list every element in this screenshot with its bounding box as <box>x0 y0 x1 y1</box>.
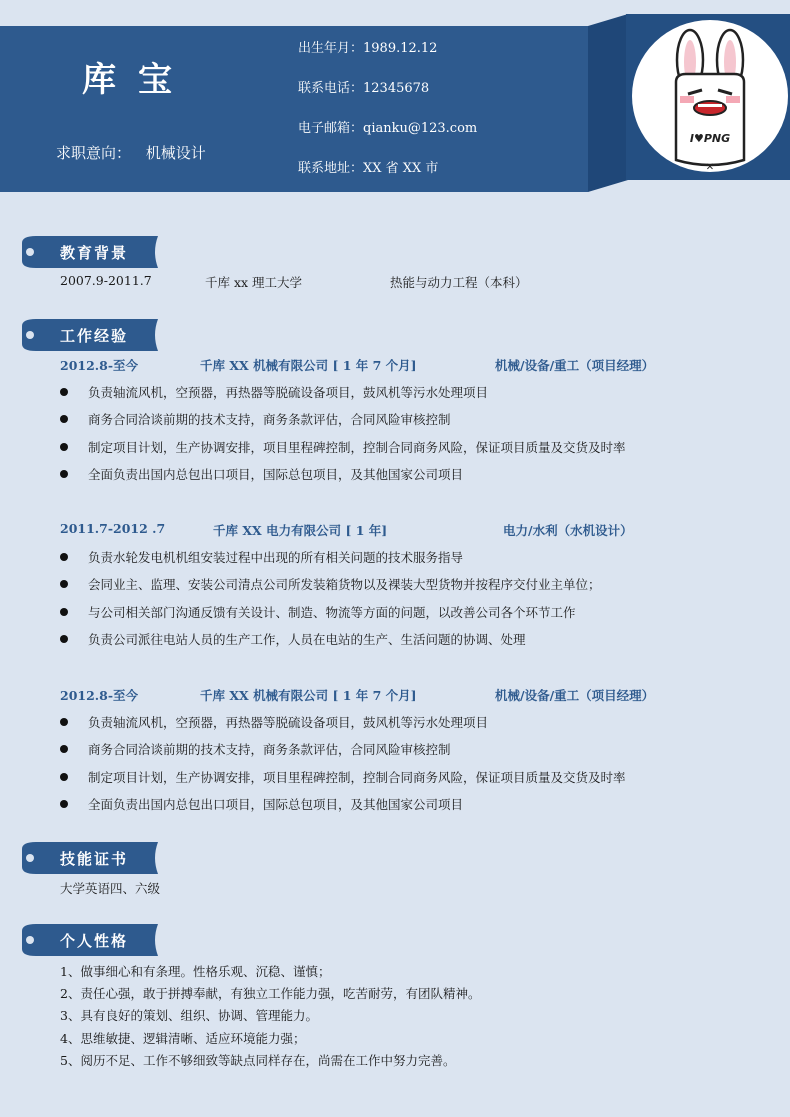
avatar-text: I♥PNG <box>689 132 731 145</box>
section-header-education <box>22 236 168 268</box>
birth-date: 出生年月：1989.12.12 <box>298 41 438 56</box>
personality-item: 2、责任心强，敢于拼搏奉献，有独立工作能力强，吃苦耐劳，有团队精神。 <box>60 986 481 1001</box>
edu-period: 2007.9-2011.7 <box>60 273 152 288</box>
section-title-personality: 个人性格 <box>60 932 129 950</box>
job-duty: 负责公司派往电站人员的生产工作，人员在电站的生产、生活问题的协调、处理 <box>88 632 526 647</box>
job-duty: 与公司相关部门沟通反馈有关设计、制造、物流等方面的问题，以改善公司各个环节工作 <box>88 605 576 620</box>
edu-school: 千库 xx 理工大学 <box>205 275 303 290</box>
personality-item: 5、阅历不足、工作不够细致等缺点同样存在，尚需在工作中努力完善。 <box>60 1053 456 1068</box>
job-objective-label: 求职意向： <box>56 144 132 162</box>
email-address: 电子邮箱：qianku@123.com <box>298 121 478 136</box>
bullet-dot <box>60 800 68 808</box>
job-duty: 全面负责出国内总包出口项目，国际总包项目，及其他国家公司项目 <box>88 797 464 812</box>
header-band <box>0 26 588 192</box>
job-company: 千库 XX 机械有限公司 [ 1 年 7 个月] <box>200 688 417 703</box>
job-role: 电力/水利（水机设计） <box>503 523 633 538</box>
personality-item: 1、做事细心和有条理。性格乐观、沉稳、谨慎； <box>60 964 331 979</box>
edu-major: 热能与动力工程（本科） <box>390 275 528 290</box>
section-title-work: 工作经验 <box>60 327 129 345</box>
home-address: 联系地址：XX 省 XX 市 <box>298 161 439 176</box>
job-role: 机械/设备/重工（项目经理） <box>495 358 655 373</box>
job-duty: 会同业主、监理、安装公司清点公司所发装箱货物以及裸装大型货物并按程序交付业主单位； <box>88 577 601 592</box>
job-duty: 制定项目计划，生产协调安排，项目里程碑控制，控制合同商务风险，保证项目质量及交货及时率 <box>88 440 626 455</box>
phone-number: 联系电话：12345678 <box>298 81 430 96</box>
job-duty: 负责轴流风机，空预器，再热器等脱硫设备项目，鼓风机等污水处理项目 <box>88 715 489 730</box>
candidate-name: 库宝 <box>82 60 194 100</box>
bullet-dot <box>60 635 68 643</box>
bullet-dot <box>60 388 68 396</box>
job-duty: 商务合同洽谈前期的技术支持，商务条款评估，合同风险审核控制 <box>88 412 451 427</box>
section-header-work <box>22 319 168 351</box>
section-title-education: 教育背景 <box>60 244 129 262</box>
bullet-dot <box>60 718 68 726</box>
bullet-dot <box>60 608 68 616</box>
job-duty: 制定项目计划，生产协调安排，项目里程碑控制，控制合同商务风险，保证项目质量及交货及时率 <box>88 770 626 785</box>
bullet-dot <box>60 553 68 561</box>
personality-item: 3、具有良好的策划、组织、协调、管理能力。 <box>60 1008 318 1023</box>
bullet-dot <box>60 580 68 588</box>
bullet-dot <box>60 745 68 753</box>
skill-item: 大学英语四、六级 <box>60 881 161 896</box>
bullet-dot <box>60 443 68 451</box>
job-duty: 负责轴流风机，空预器，再热器等脱硫设备项目，鼓风机等污水处理项目 <box>88 385 489 400</box>
avatar <box>632 20 788 172</box>
job-duty: 全面负责出国内总包出口项目，国际总包项目，及其他国家公司项目 <box>88 467 464 482</box>
job-duty: 商务合同洽谈前期的技术支持，商务条款评估，合同风险审核控制 <box>88 742 451 757</box>
svg-text:✕: ✕ <box>705 162 715 172</box>
section-header-skills <box>22 842 168 874</box>
job-company: 千库 XX 电力有限公司 [ 1 年] <box>213 523 388 538</box>
job-period: 2012.8-至今 <box>60 358 139 373</box>
section-header-personality <box>22 924 168 956</box>
bullet-dot <box>60 470 68 478</box>
job-period: 2012.8-至今 <box>60 688 139 703</box>
job-duty: 负责水轮发电机机组安装过程中出现的所有相关问题的技术服务指导 <box>88 550 464 565</box>
bullet-dot <box>60 415 68 423</box>
job-period: 2011.7-2012 .7 <box>60 521 166 536</box>
job-objective-value: 机械设计 <box>145 144 206 162</box>
bullet-dot <box>60 773 68 781</box>
ribbon-fold <box>588 14 630 192</box>
personality-item: 4、思维敏捷、逻辑清晰、适应环境能力强； <box>60 1031 306 1046</box>
bunny-avatar-icon <box>632 20 788 172</box>
job-objective <box>56 142 206 163</box>
job-role: 机械/设备/重工（项目经理） <box>495 688 655 703</box>
contact-info <box>298 40 477 200</box>
section-title-skills: 技能证书 <box>60 850 129 868</box>
job-company: 千库 XX 机械有限公司 [ 1 年 7 个月] <box>200 358 417 373</box>
